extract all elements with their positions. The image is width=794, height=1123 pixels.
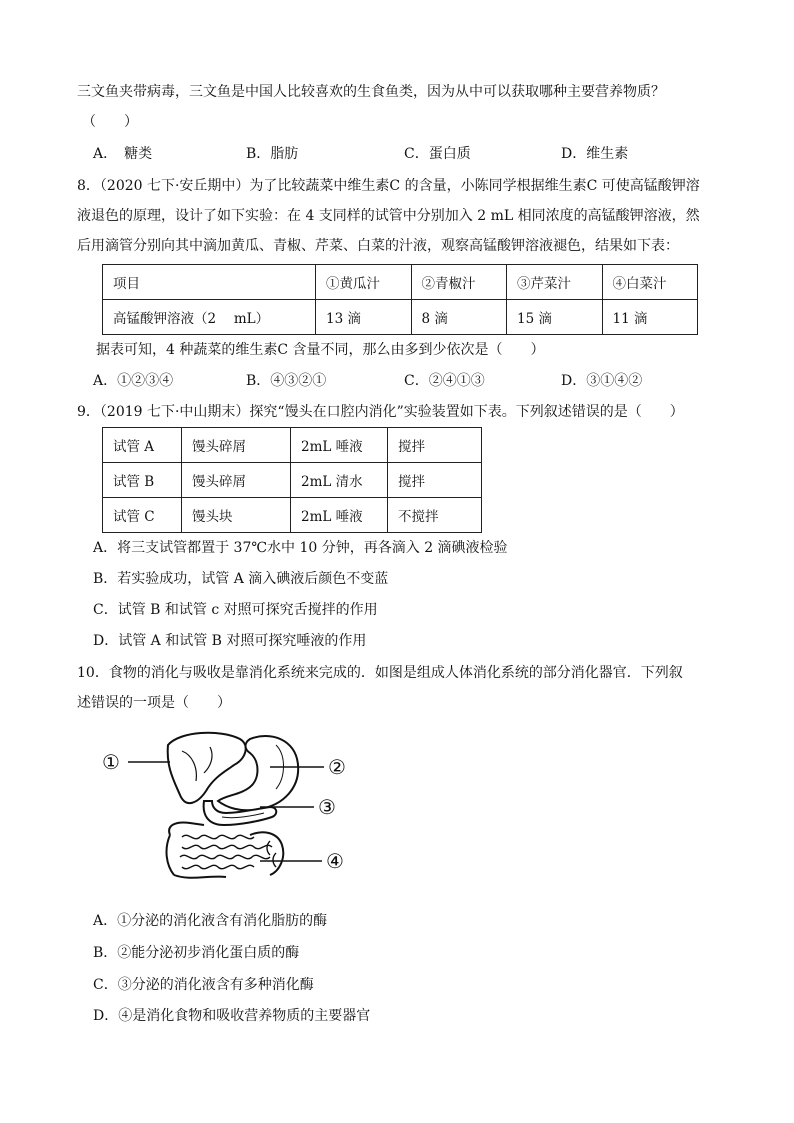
- table-cell: 搅拌: [388, 428, 482, 463]
- table-cell: ③芹菜汁: [507, 265, 603, 300]
- table-row: [103, 428, 482, 463]
- table-cell: 试管 B: [103, 463, 182, 498]
- table-cell: ②青椒汁: [411, 265, 507, 300]
- q9-option-a[interactable]: A．将三支试管都置于 37℃水中 10 分钟，再各滴入 2 滴碘液检验: [93, 540, 508, 556]
- table-cell: 馒头块: [182, 498, 291, 533]
- table-cell: 试管 A: [103, 428, 182, 463]
- q8-option-d[interactable]: D．③①④②: [561, 373, 643, 389]
- q10-option-d[interactable]: D．④是消化食物和吸收营养物质的主要器官: [93, 1008, 371, 1024]
- q9-setup-table: [102, 427, 482, 533]
- q8-options: [93, 371, 713, 391]
- table-cell: 试管 C: [103, 498, 182, 533]
- table-cell: 高锰酸钾溶液（2 mL）: [103, 300, 316, 335]
- q10-stem-line-1: 10．食物的消化与吸收是靠消化系统来完成的．如图是组成人体消化系统的部分消化器官．下列叙: [77, 665, 683, 681]
- table-cell: 项目: [103, 265, 316, 300]
- liver-shape: [168, 733, 246, 803]
- small-intestine-shape: [180, 835, 276, 868]
- table-cell: 13 滴: [316, 300, 412, 335]
- q8-option-c[interactable]: C．②④①③: [404, 373, 485, 389]
- q9-option-c[interactable]: C．试管 B 和试管 c 对照可探究舌搅拌的作用: [93, 602, 378, 618]
- q10-option-c[interactable]: C．③分泌的消化液含有多种消化酶: [93, 977, 314, 993]
- q10-stem-line-2: 述错误的一项是（ ）: [77, 695, 231, 711]
- figure-label-2: ②: [328, 755, 346, 779]
- table-cell: 搅拌: [388, 463, 482, 498]
- q7-option-a[interactable]: A． 糖类: [93, 146, 153, 162]
- q7-option-b[interactable]: B．脂肪: [246, 146, 299, 162]
- table-cell: 2mL 清水: [291, 463, 388, 498]
- figure-label-1: ①: [102, 750, 120, 774]
- table-cell: 11 滴: [602, 300, 698, 335]
- table-row: [103, 300, 698, 335]
- table-cell: 不搅拌: [388, 498, 482, 533]
- q8-stem-line-2: 液退色的原理，设计了如下实验：在 4 支同样的试管中分别加入 2 mL 相同浓度的高锰酸钾溶液，然: [77, 208, 700, 224]
- table-cell: 15 滴: [507, 300, 603, 335]
- q9-option-b[interactable]: B．若实验成功，试管 A 滴入碘液后颜色不变蓝: [93, 571, 389, 587]
- digestive-system-figure: [100, 725, 360, 885]
- table-cell: 8 滴: [411, 300, 507, 335]
- q9-option-d[interactable]: D．试管 A 和试管 B 对照可探究唾液的作用: [93, 633, 367, 649]
- q7-options: [93, 144, 713, 164]
- table-cell: 馒头碎屑: [182, 428, 291, 463]
- table-cell: 馒头碎屑: [182, 463, 291, 498]
- table-cell: ①黄瓜汁: [316, 265, 412, 300]
- large-intestine-shape: [167, 823, 284, 878]
- q7-stem: 三文鱼夹带病毒，三文鱼是中国人比较喜欢的生食鱼类，因为从中可以获取哪种主要营养物质？: [77, 84, 665, 100]
- figure-label-3: ③: [318, 795, 336, 819]
- q8-stem-line-1: 8．（2020 七下·安丘期中）为了比较蔬菜中维生素C 的含量，小陈同学根据维生素C 可使高锰酸钾溶: [77, 178, 700, 194]
- table-row: [103, 463, 482, 498]
- table-cell: 2mL 唾液: [291, 498, 388, 533]
- q7-answer-blank: （ ）: [82, 114, 138, 130]
- figure-label-4: ④: [326, 849, 344, 873]
- q8-option-b[interactable]: B．④③②①: [246, 373, 327, 389]
- table-row: [103, 265, 698, 300]
- table-cell: 2mL 唾液: [291, 428, 388, 463]
- q10-option-a[interactable]: A．①分泌的消化液含有消化脂肪的酶: [93, 913, 328, 929]
- table-row: [103, 498, 482, 533]
- q9-stem: 9．（2019 七下·中山期末）探究“馒头在口腔内消化”实验装置如下表。下列叙述错误的是（ ）: [77, 404, 684, 420]
- q8-question: 据表可知，4 种蔬菜的维生素C 含量不同，那么由多到少依次是（ ）: [96, 342, 545, 358]
- q7-option-c[interactable]: C．蛋白质: [404, 146, 471, 162]
- table-cell: ④白菜汁: [602, 265, 698, 300]
- q8-option-a[interactable]: A．①②③④: [93, 373, 174, 389]
- q8-stem-line-3: 后用滴管分别向其中滴加黄瓜、青椒、芹菜、白菜的汁液，观察高锰酸钾溶液褪色，结果如下表：: [77, 238, 679, 254]
- q7-option-d[interactable]: D．维生素: [561, 146, 629, 162]
- q8-results-table: [102, 264, 698, 335]
- q10-option-b[interactable]: B．②能分泌初步消化蛋白质的酶: [93, 945, 300, 961]
